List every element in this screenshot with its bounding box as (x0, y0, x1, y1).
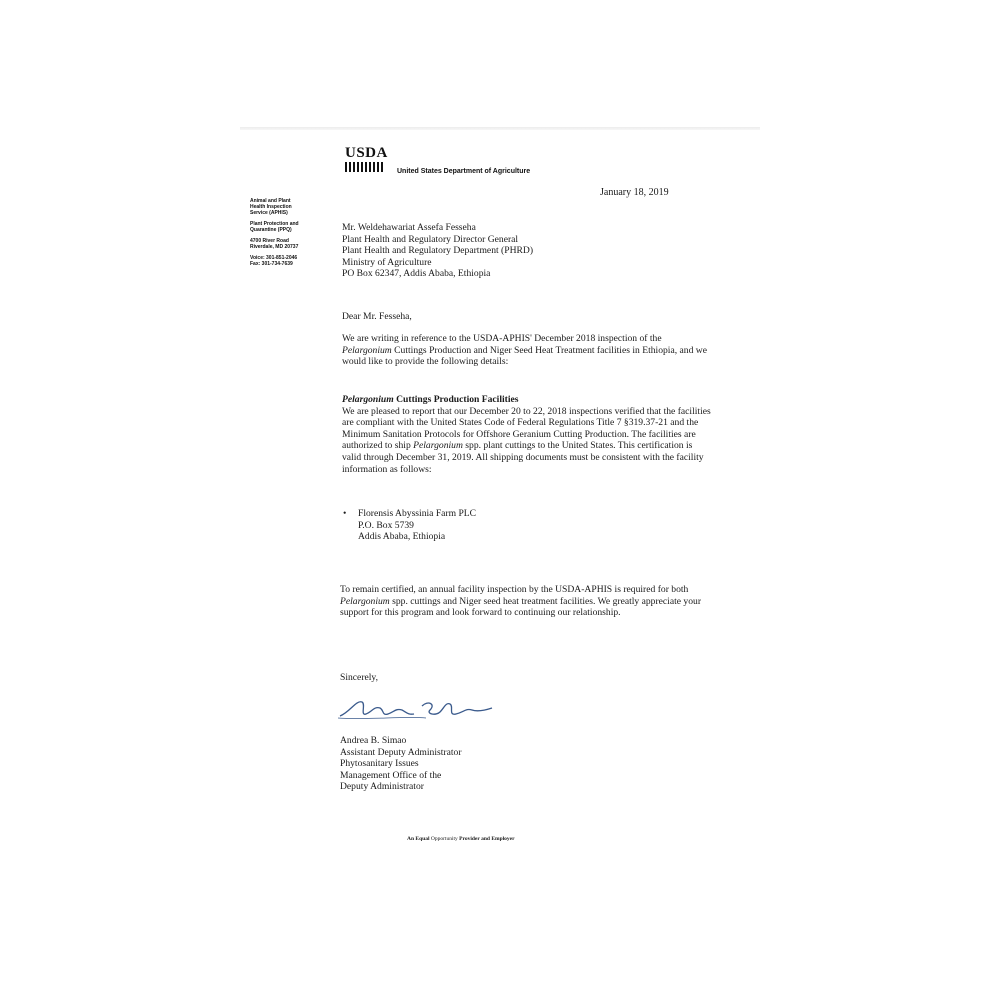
agency-name: United States Department of Agriculture (397, 168, 531, 175)
sign-off: Sincerely, (340, 672, 379, 683)
recipient-line: Plant Health and Regulatory Director General (342, 233, 519, 245)
signer-title: Assistant Deputy Administrator (340, 746, 462, 758)
section-heading (342, 394, 712, 406)
sidebar-fax: Fax: 301-734-7639 (250, 261, 293, 267)
section-heading-genus: Pelargonium (342, 394, 394, 405)
recipient-line: PO Box 62347, Addis Ababa, Ethiopia (342, 268, 491, 280)
section-heading-text: Cuttings Production Facilities (393, 394, 519, 405)
salutation: Dear Mr. Fesseha, (342, 311, 412, 322)
recipient-line: Ministry of Agriculture (342, 256, 432, 268)
sidebar-phone (250, 255, 325, 267)
letter-date: January 18, 2019 (600, 187, 669, 198)
sidebar-address (250, 238, 325, 250)
sidebar-agency (250, 198, 325, 216)
signer-name: Andrea B. Simao (340, 735, 407, 746)
section-text: We are pleased to report that our December 20 to 22, 2018 inspections verified that the facilities are compliant with the United States Code of Federal Regulations Title 7 §319.37-21 and the Minimum Sanitation Protocols for Offshore Geranium Cutting Production. The facilities are authorized to ship (342, 405, 711, 452)
page-top-edge (240, 127, 760, 130)
sidebar-line: Plant Protection and (250, 221, 299, 227)
handwritten-signature (336, 694, 496, 724)
sidebar-line: Riverdale, MD 20737 (250, 244, 299, 250)
closing-paragraph (340, 584, 712, 619)
signer-title: Deputy Administrator (340, 781, 424, 793)
intro-genus: Pelargonium (342, 344, 392, 356)
section-text-rest: spp. plant cuttings to the United States. This certification is valid through December 31, 2019. All shipping documents must be consistent with the facility information as follows: (342, 440, 704, 475)
closing-text: To remain certified, an annual facility inspection by the USDA-APHIS is required for both (340, 584, 689, 595)
usda-logo-text: USDA (345, 145, 388, 161)
sidebar-line: Service (APHIS) (250, 210, 288, 216)
intro-text-rest: Cuttings Production and Niger Seed Heat Treatment facilities in Ethiopia, and we would like to provide the following details: (342, 344, 707, 368)
closing-genus: Pelargonium (340, 595, 390, 607)
sidebar-line: 4700 River Road (250, 238, 289, 244)
sidebar-contact (250, 198, 325, 272)
intro-text: We are writing in reference to the USDA-APHIS' December 2018 inspection of the (342, 333, 662, 344)
section-genus: Pelargonium (413, 440, 463, 452)
sidebar-line: Health Inspection (250, 204, 292, 210)
sidebar-voice: Voice: 301-851-2046 (250, 255, 298, 261)
sidebar-line: Animal and Plant (250, 198, 291, 204)
facility-po-box: P.O. Box 5739 (358, 519, 414, 531)
signer-title: Management Office of the (340, 769, 442, 781)
facility-name: Florensis Abyssinia Farm PLC (358, 508, 477, 519)
equal-opportunity-footer (407, 836, 515, 842)
usda-logo (345, 146, 388, 172)
recipient-line: Plant Health and Regulatory Department (PHRD) (342, 245, 534, 257)
footer-text: An Equal (407, 836, 431, 842)
sidebar-program (250, 221, 325, 233)
sidebar-line: Quarantine (PPQ) (250, 227, 292, 233)
closing-text-rest: spp. cuttings and Niger seed heat treatment facilities. We greatly appreciate your support for this program and look forward to continuing our relationship. (340, 595, 702, 619)
section-paragraph (342, 406, 712, 476)
facilities-section (342, 394, 712, 475)
signer-block (340, 735, 462, 793)
bullet-glyph: • (343, 508, 347, 519)
intro-paragraph (342, 333, 712, 368)
facility-city: Addis Ababa, Ethiopia (358, 531, 446, 543)
facility-list-item (343, 508, 476, 543)
usda-logo-bars (345, 162, 383, 172)
footer-text: Opportunity (430, 836, 458, 842)
footer-text: Provider and Employer (457, 836, 515, 842)
recipient-line: Mr. Weldehawariat Assefa Fesseha (342, 222, 476, 233)
recipient-address (342, 222, 712, 280)
signer-title: Phytosanitary Issues (340, 758, 419, 770)
